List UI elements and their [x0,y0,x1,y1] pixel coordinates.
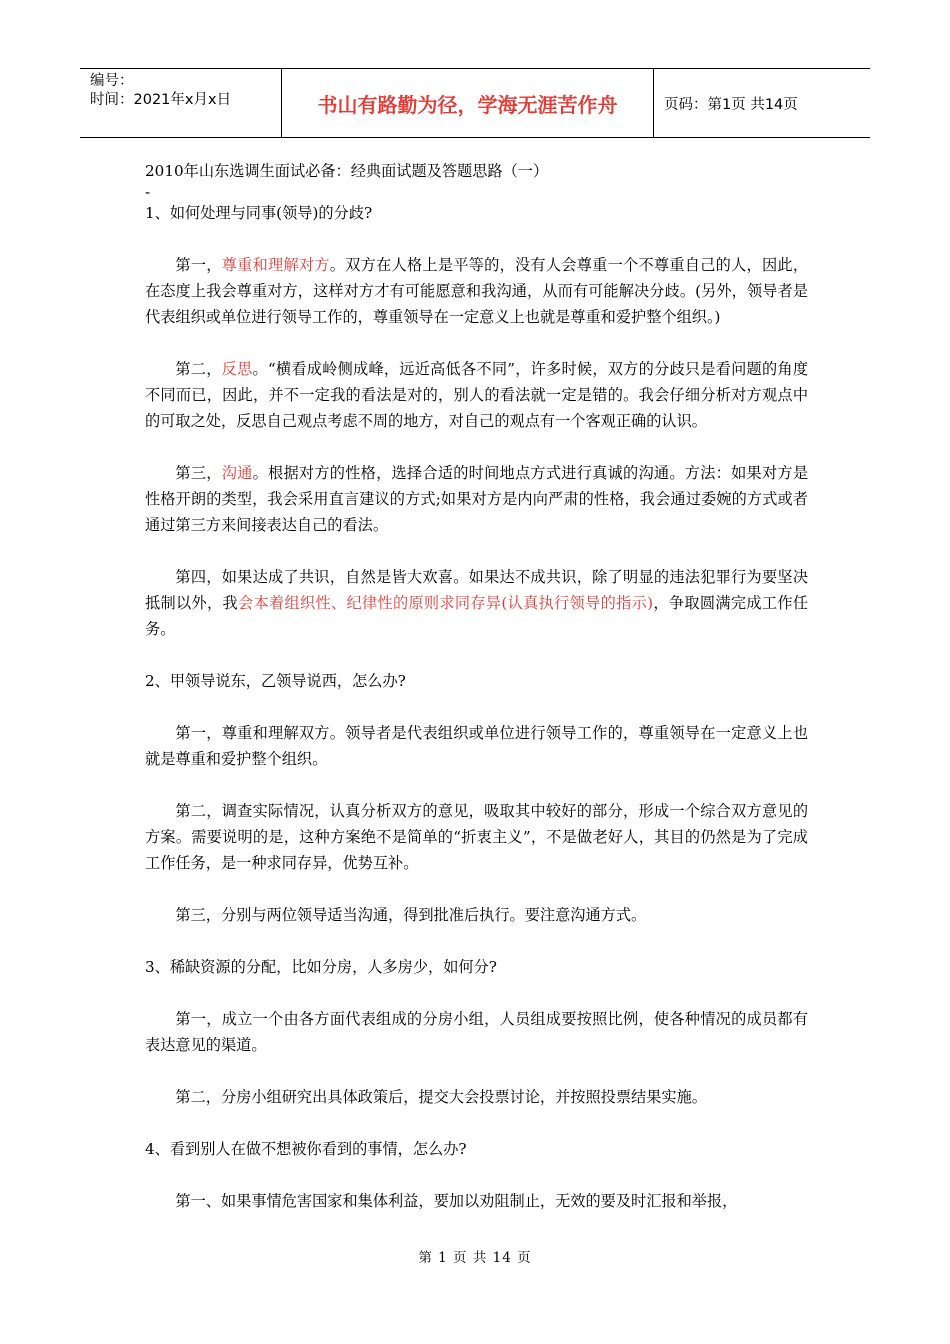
q1-paragraph-1: 第一，尊重和理解对方。双方在人格上是平等的，没有人会尊重一个不尊重自己的人，因此，在态度上我会尊重对方，这样对方才有可能愿意和我沟通，从而有可能解决分歧。(另外，领导者是代表组织或单位进行领导工作的，尊重领导在一定意义上也就是尊重和爱护整个组织。) [145,256,809,326]
q1-highlight-3: 沟通 [221,464,253,482]
q2-paragraph-2: 第二，调查实际情况，认真分析双方的意见，吸取其中较好的部分，形成一个综合双方意见的方案。需要说明的是，这种方案绝不是简单的“折衷主义”，不是做老好人，其目的仍然是为了完成工作任务，是一种求同存异，优势互补。 [145,802,808,872]
q4-paragraph-1: 第一、如果事情危害国家和集体利益，要加以劝阻制止，无效的要及时汇报和举报， [175,1192,738,1210]
page-header [80,68,870,138]
q3-paragraph-2: 第二，分房小组研究出具体政策后，提交大会投票讨论，并按照投票结果实施。 [175,1088,707,1106]
q2-paragraph-1: 第一，尊重和理解双方。领导者是代表组织或单位进行领导工作的，尊重领导在一定意义上也就是尊重和爱护整个组织。 [145,724,808,768]
question-3: 3、稀缺资源的分配，比如分房，人多房少，如何分? [145,958,497,976]
header-motto: 书山有路勤为径，学海无涯苦作舟 [282,69,654,137]
q2-paragraph-3: 第三，分别与两位领导适当沟通，得到批准后执行。要注意沟通方式。 [175,906,647,924]
q1-paragraph-4: 第四，如果达成了共识，自然是皆大欢喜。如果达不成共识，除了明显的违法犯罪行为要坚决抵制以外，我会本着组织性、纪律性的原则求同存异(认真执行领导的指示)，争取圆满完成工作任务。 [145,568,809,638]
question-4: 4、看到别人在做不想被你看到的事情，怎么办? [145,1140,467,1158]
header-page-info: 页码：第1页 共14页 [664,96,798,113]
q1-highlight-1: 尊重和理解对方 [221,256,330,274]
q1-highlight-4: 会本着组织性、纪律性的原则求同存异(认真执行领导的指示) [237,594,654,612]
document-body [145,158,808,1214]
q1-paragraph-2: 第二，反思。“横看成岭侧成峰，远近高低各不同”，许多时候，双方的分歧只是看问题的角度不同而已，因此，并不一定我的看法是对的，别人的看法就一定是错的。我会仔细分析对方观点中的可取之处，反思自己观点考虑不周的地方，对自己的观点有一个客观正确的认识。 [145,360,809,430]
question-2: 2、甲领导说东，乙领导说西，怎么办? [145,672,406,690]
q1-paragraph-3: 第三，沟通。根据对方的性格，选择合适的时间地点方式进行真诚的沟通。方法：如果对方是性格开朗的类型，我会采用直言建议的方式;如果对方是内向严肃的性格，我会通过委婉的方式或者通过第三方来间接表达自己的看法。 [145,464,809,534]
question-1: 1、如何处理与同事(领导)的分歧? [145,204,373,222]
number-label: 编号： [90,73,134,89]
page-footer: 第 1 页 共 14 页 [418,1250,532,1266]
time-label: 时间：2021年x月x日 [90,92,232,108]
doc-dash: - [145,183,151,201]
q3-paragraph-1: 第一，成立一个由各方面代表组成的分房小组，人员组成要按照比例，使各种情况的成员都有表达意见的渠道。 [145,1010,808,1054]
q1-highlight-2: 反思 [221,360,253,378]
header-meta [80,69,282,137]
doc-title: 2010年山东选调生面试必备：经典面试题及答题思路（一） [145,162,549,180]
